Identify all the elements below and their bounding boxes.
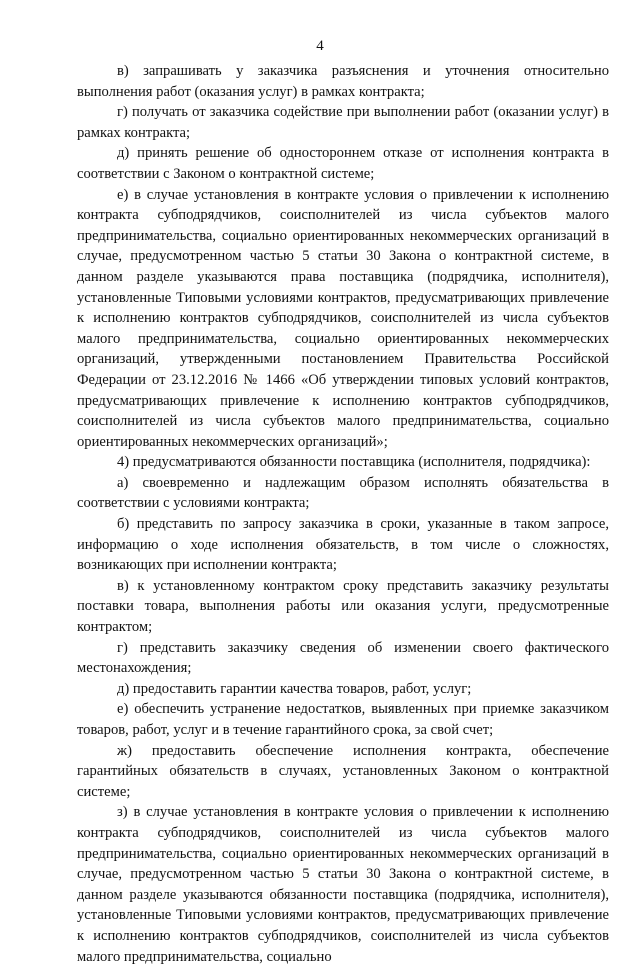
document-body — [77, 61, 609, 967]
paragraph-a-fulfil-obligations: а) своевременно и надлежащим образом исполнять обязательства в соответствии с условиями контракта; — [77, 474, 609, 512]
paragraph-d-quality-guarantees: д) предоставить гарантии качества товаров, работ, услуг; — [117, 680, 472, 697]
paragraph-zh-performance-security: ж) предоставить обеспечение исполнения контракта, обеспечение гарантийных обязательств в случаях, установленных Законом о контрактной системе; — [77, 742, 609, 800]
paragraph-4-supplier-obligations: 4) предусматриваются обязанности поставщика (исполнителя, подрядчика): — [117, 454, 591, 471]
paragraph-z-subcontractor-obligations: з) в случае установления в контракте условия о привлечении к исполнению контракта субподрядчиков, соисполнителей из числа субъектов малого предпринимательства, социально ориентированных некоммерческих организаций в случае, предусмотренном частью 5 статьи 30 Закона о контрактной системе, в данном разделе указываются обязанности поставщика (подрядчика, исполнителя), установленные Типовыми условиями контрактов, предусматривающих привлечение к исполнению контрактов субподрядчиков, соисполнителей из числа субъектов малого предпринимательства, социально — [77, 804, 609, 965]
paragraph-e-fix-defects: е) обеспечить устранение недостатков, выявленных при приемке заказчиком товаров, работ, услуг и в течение гарантийного срока, за свой счет; — [77, 701, 609, 738]
paragraph-g-location-change: г) представить заказчику сведения об изменении своего фактического местонахождения; — [77, 639, 609, 677]
paragraph-v-deliver-results: в) к установленному контрактом сроку представить заказчику результаты поставки товара, выполнения работы или оказания услуги, предусмотренные контрактом; — [77, 577, 609, 636]
paragraph-e-subcontractor-rights: е) в случае установления в контракте условия о привлечении к исполнению контракта субподрядчиков, соисполнителей из числа субъектов малого предпринимательства, социально ориентированных некоммерческих организаций в случае, предусмотренном частью 5 статьи 30 Закона о контрактной системе, в данном разделе указываются права поставщика (подрядчика, исполнителя), установленные Типовыми условиями контрактов, предусматривающих привлечение к исполнению контрактов субподрядчиков, соисполнителей из числа субъектов малого предпринимательства, социально ориентированных некоммерческих организаций, утвержденными постановлением Правительства Российской Федерации от 23.12.2016 № 1466 «Об утверждении типовых условий контрактов, предусматривающих привлечение к исполнению контрактов субподрядчиков, соисполнителей из числа субъектов малого предпринимательства, социально ориентированных некоммерческих организаций»; — [77, 186, 609, 450]
paragraph-g-receive-assistance: г) получать от заказчика содействие при выполнении работ (оказании услуг) в рамках контракта; — [77, 104, 609, 141]
paragraph-b-provide-information: б) представить по запросу заказчика в сроки, указанные в таком запросе, информацию о ходе исполнения обязательств, в том числе о сложностях, возникающих при исполнении контракта; — [77, 516, 609, 574]
page-number: 4 — [316, 38, 324, 54]
paragraph-d-unilateral-refusal: д) принять решение об одностороннем отказе от исполнения контракта в соответствии с Законом о контрактной системе; — [77, 145, 609, 182]
paragraph-v-request-clarifications: в) запрашивать у заказчика разъяснения и уточнения относительно выполнения работ (оказания услуг) в рамках контракта; — [77, 63, 609, 100]
